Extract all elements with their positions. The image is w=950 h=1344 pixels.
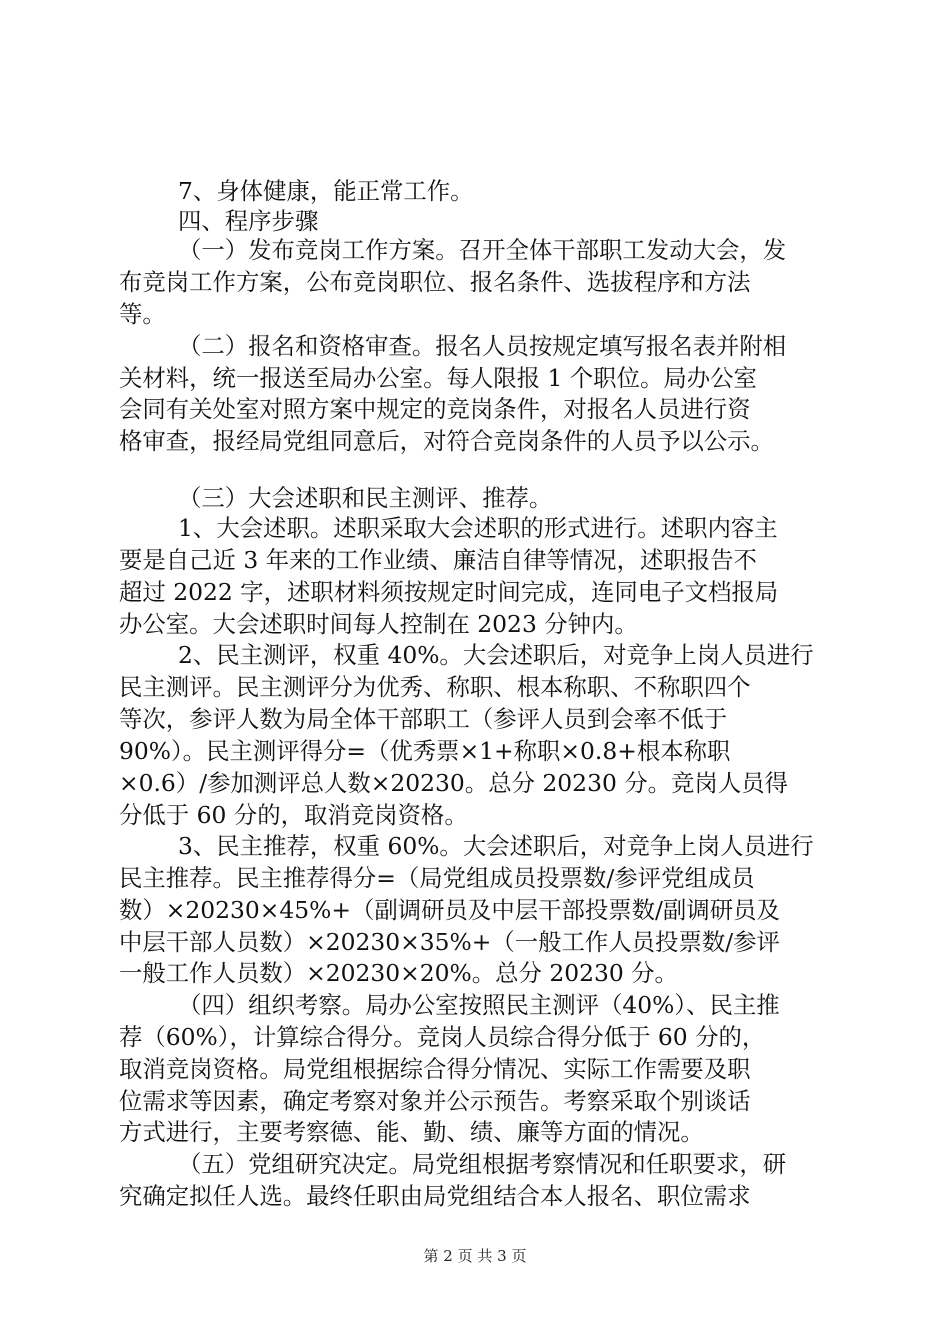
text-line: 要是自己近 3 年来的工作业绩、廉洁自律等情况，述职报告不 bbox=[119, 546, 757, 574]
text-line: 超过 2022 字，述职材料须按规定时间完成，连同电子文档报局 bbox=[119, 578, 779, 606]
text-line: 7、身体健康，能正常工作。 bbox=[178, 177, 474, 205]
text-line: 一般工作人员数）×20230×20%。总分 20230 分。 bbox=[119, 959, 678, 987]
text-line: 等次，参评人数为局全体干部职工（参评人员到会率不低于 bbox=[119, 705, 728, 733]
text-line: 民主测评。民主测评分为优秀、称职、根本称职、不称职四个 bbox=[119, 673, 751, 701]
text-line: （五）党组研究决定。局党组根据考察情况和任职要求，研 bbox=[178, 1150, 787, 1178]
text-line: 荐（60%），计算综合得分。竞岗人员综合得分低于 60 分的， bbox=[119, 1023, 766, 1051]
text-line: （三）大会述职和民主测评、推荐。 bbox=[178, 484, 553, 512]
text-line: 中层干部人员数）×20230×35%+（一般工作人员投票数/参评 bbox=[119, 928, 780, 956]
page-number-footer: 第 2 页 共 3 页 bbox=[423, 1247, 527, 1265]
text-line: 民主推荐。民主推荐得分=（局党组成员投票数/参评党组成员 bbox=[119, 864, 755, 892]
text-line: ×0.6）/参加测评总人数×20230。总分 20230 分。竞岗人员得 bbox=[119, 769, 788, 797]
text-line: 会同有关处室对照方案中规定的竞岗条件，对报名人员进行资 bbox=[119, 395, 751, 423]
text-line: 取消竞岗资格。局党组根据综合得分情况、实际工作需要及职 bbox=[119, 1055, 751, 1083]
text-line: 数）×20230×45%+（副调研员及中层干部投票数/副调研员及 bbox=[119, 896, 780, 924]
text-line: （二）报名和资格审查。报名人员按规定填写报名表并附相 bbox=[178, 332, 787, 360]
text-line: 布竞岗工作方案，公布竞岗职位、报名条件、选拔程序和方法 bbox=[119, 268, 751, 296]
text-line: 90%）。民主测评得分=（优秀票×1+称职×0.8+根本称职 bbox=[119, 737, 731, 765]
text-line: 3、民主推荐，权重 60%。大会述职后，对竞争上岗人员进行 bbox=[178, 832, 814, 860]
text-line: 位需求等因素，确定考察对象并公示预告。考察采取个别谈话 bbox=[119, 1087, 751, 1115]
text-line: 1、大会述职。述职采取大会述职的形式进行。述职内容主 bbox=[178, 514, 778, 542]
text-line: 2、民主测评，权重 40%。大会述职后，对竞争上岗人员进行 bbox=[178, 641, 814, 669]
section-heading: 四、程序步骤 bbox=[178, 207, 319, 235]
text-line: 方式进行，主要考察德、能、勤、绩、廉等方面的情况。 bbox=[119, 1118, 704, 1146]
text-line: （一）发布竞岗工作方案。召开全体干部职工发动大会，发 bbox=[178, 236, 787, 264]
text-line: 办公室。大会述职时间每人控制在 2023 分钟内。 bbox=[119, 610, 638, 638]
text-line: （四）组织考察。局办公室按照民主测评（40%）、民主推 bbox=[178, 991, 780, 1019]
text-line: 等。 bbox=[119, 300, 166, 328]
text-line: 关材料，统一报送至局办公室。每人限报 1 个职位。局办公室 bbox=[119, 364, 757, 392]
text-line: 分低于 60 分的，取消竞岗资格。 bbox=[119, 801, 468, 829]
text-line: 格审查，报经局党组同意后，对符合竞岗条件的人员予以公示。 bbox=[119, 427, 774, 455]
text-line: 究确定拟任人选。最终任职由局党组结合本人报名、职位需求 bbox=[119, 1182, 751, 1210]
